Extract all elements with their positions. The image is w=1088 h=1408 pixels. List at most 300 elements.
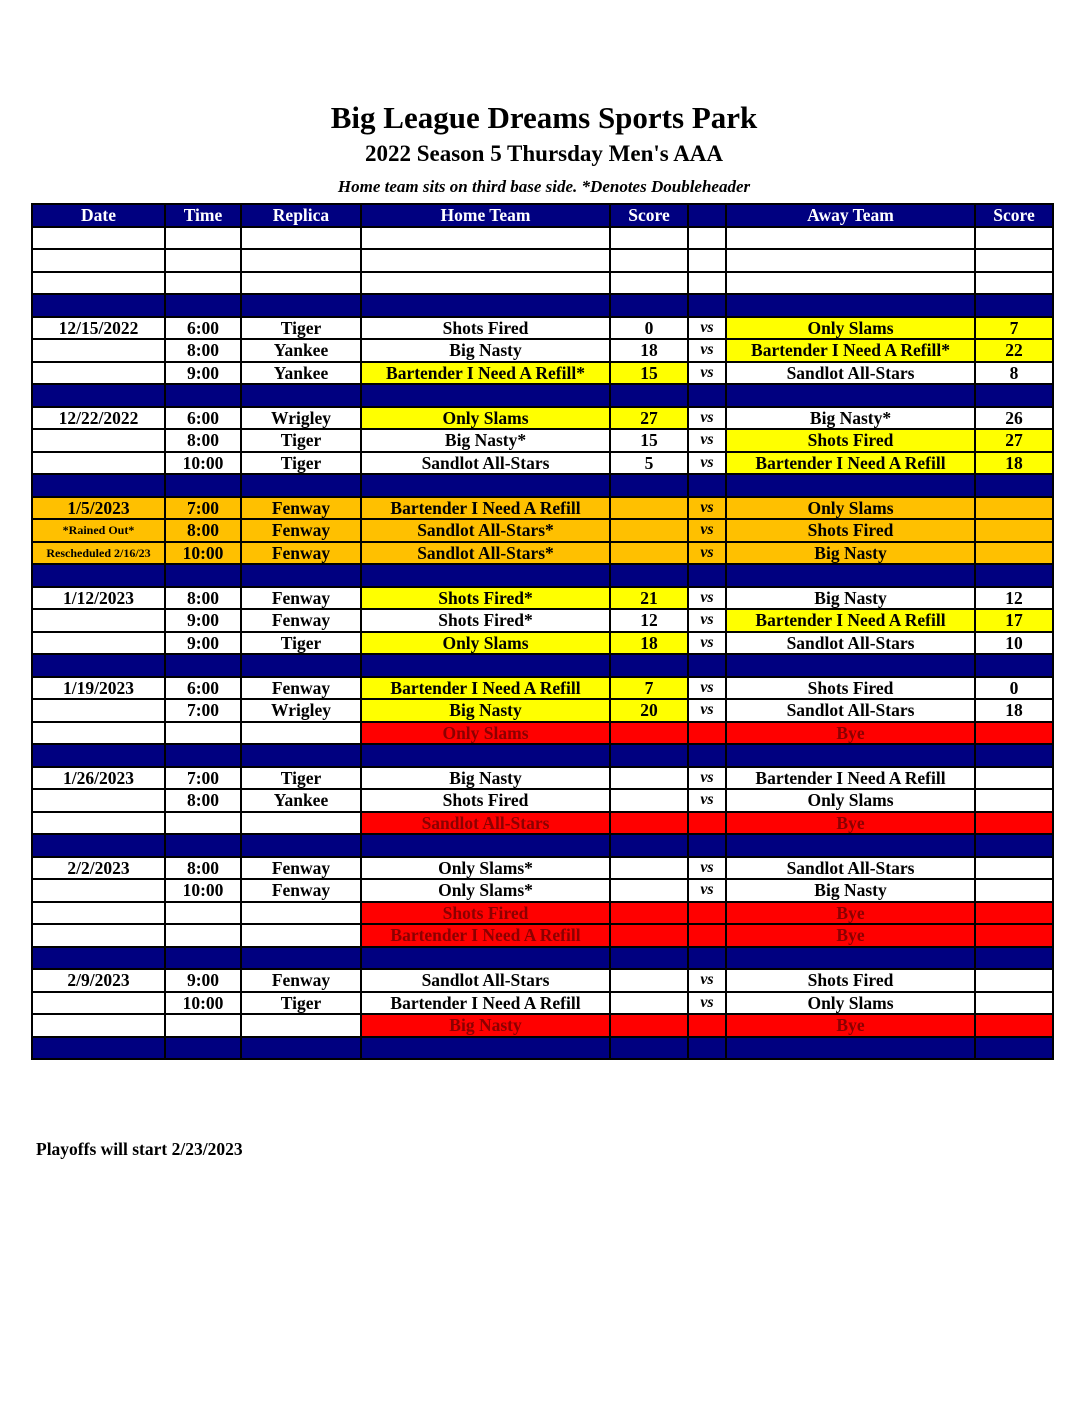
replica-cell: Fenway <box>241 519 361 542</box>
home-team-cell <box>361 227 610 250</box>
game-row <box>32 677 1053 700</box>
replica-cell <box>241 812 361 835</box>
date-cell <box>32 879 165 902</box>
away-team-cell <box>726 384 975 407</box>
date-cell <box>32 722 165 745</box>
time-cell: 8:00 <box>165 857 241 880</box>
date-cell <box>32 789 165 812</box>
vs-cell <box>688 924 726 947</box>
time-cell <box>165 654 241 677</box>
date-cell <box>32 924 165 947</box>
away-score-cell: 18 <box>975 699 1053 722</box>
replica-cell: Tiger <box>241 992 361 1015</box>
replica-cell <box>241 834 361 857</box>
home-team-cell: Big Nasty <box>361 699 610 722</box>
away-score-cell <box>975 969 1053 992</box>
time-cell: 8:00 <box>165 339 241 362</box>
replica-cell: Wrigley <box>241 699 361 722</box>
time-cell <box>165 227 241 250</box>
game-row <box>32 587 1053 610</box>
home-score-cell <box>610 654 688 677</box>
game-row <box>32 902 1053 925</box>
header-home-score: Score <box>610 204 688 227</box>
replica-cell: Tiger <box>241 317 361 340</box>
game-row <box>32 789 1053 812</box>
date-cell <box>32 992 165 1015</box>
date-cell <box>32 834 165 857</box>
replica-cell <box>241 654 361 677</box>
home-team-cell: Only Slams <box>361 722 610 745</box>
home-score-cell: 18 <box>610 632 688 655</box>
replica-cell: Fenway <box>241 969 361 992</box>
date-cell <box>32 564 165 587</box>
time-cell <box>165 294 241 317</box>
time-cell: 8:00 <box>165 429 241 452</box>
away-score-cell <box>975 1037 1053 1060</box>
vs-cell: vs <box>688 857 726 880</box>
playoffs-note: Playoffs will start 2/23/2023 <box>36 1139 243 1159</box>
vs-cell <box>688 834 726 857</box>
away-score-cell: 8 <box>975 362 1053 385</box>
away-score-cell <box>975 542 1053 565</box>
home-team-cell: Shots Fired <box>361 902 610 925</box>
game-row <box>32 924 1053 947</box>
header-date: Date <box>32 204 165 227</box>
away-team-cell: Bartender I Need A Refill* <box>726 339 975 362</box>
time-cell: 6:00 <box>165 317 241 340</box>
home-team-cell: Only Slams* <box>361 879 610 902</box>
away-score-cell: 17 <box>975 609 1053 632</box>
home-team-cell <box>361 384 610 407</box>
game-row <box>32 879 1053 902</box>
replica-cell: Fenway <box>241 587 361 610</box>
away-score-cell <box>975 834 1053 857</box>
week-divider-row <box>32 834 1053 857</box>
blank-row <box>32 249 1053 272</box>
home-team-cell: Bartender I Need A Refill <box>361 992 610 1015</box>
header-away-team: Away Team <box>726 204 975 227</box>
vs-cell: vs <box>688 519 726 542</box>
vs-cell: vs <box>688 677 726 700</box>
date-cell <box>32 1014 165 1037</box>
header-home-team: Home Team <box>361 204 610 227</box>
away-score-cell: 27 <box>975 429 1053 452</box>
away-score-cell <box>975 654 1053 677</box>
away-team-cell: Shots Fired <box>726 519 975 542</box>
vs-cell: vs <box>688 992 726 1015</box>
home-score-cell: 15 <box>610 362 688 385</box>
date-cell: 2/2/2023 <box>32 857 165 880</box>
home-score-cell <box>610 744 688 767</box>
replica-cell <box>241 272 361 295</box>
schedule-note: Home team sits on third base side. *Denotes Doubleheader <box>337 177 751 196</box>
time-cell <box>165 812 241 835</box>
home-team-cell: Bartender I Need A Refill <box>361 497 610 520</box>
home-team-cell: Shots Fired <box>361 317 610 340</box>
home-team-cell <box>361 654 610 677</box>
away-team-cell <box>726 272 975 295</box>
home-team-cell <box>361 272 610 295</box>
away-score-cell: 10 <box>975 632 1053 655</box>
home-score-cell <box>610 722 688 745</box>
replica-cell <box>241 474 361 497</box>
time-cell: 9:00 <box>165 632 241 655</box>
week-divider-row <box>32 654 1053 677</box>
game-row <box>32 497 1053 520</box>
away-team-cell: Only Slams <box>726 992 975 1015</box>
date-cell <box>32 272 165 295</box>
home-team-cell: Sandlot All-Stars <box>361 452 610 475</box>
home-score-cell <box>610 879 688 902</box>
home-team-cell <box>361 744 610 767</box>
replica-cell: Fenway <box>241 542 361 565</box>
home-score-cell: 7 <box>610 677 688 700</box>
home-score-cell: 12 <box>610 609 688 632</box>
away-score-cell <box>975 249 1053 272</box>
date-cell <box>32 699 165 722</box>
home-team-cell <box>361 294 610 317</box>
home-score-cell <box>610 947 688 970</box>
time-cell: 9:00 <box>165 609 241 632</box>
away-score-cell <box>975 789 1053 812</box>
time-cell: 7:00 <box>165 497 241 520</box>
home-team-cell: Big Nasty <box>361 767 610 790</box>
away-score-cell <box>975 879 1053 902</box>
away-team-cell: Big Nasty <box>726 587 975 610</box>
date-cell <box>32 632 165 655</box>
vs-cell: vs <box>688 969 726 992</box>
time-cell <box>165 564 241 587</box>
replica-cell: Fenway <box>241 879 361 902</box>
game-row <box>32 362 1053 385</box>
home-score-cell <box>610 969 688 992</box>
time-cell: 10:00 <box>165 992 241 1015</box>
home-team-cell: Sandlot All-Stars* <box>361 542 610 565</box>
date-cell <box>32 902 165 925</box>
away-score-cell <box>975 812 1053 835</box>
vs-cell <box>688 722 726 745</box>
vs-cell: vs <box>688 362 726 385</box>
date-cell <box>32 452 165 475</box>
away-score-cell <box>975 924 1053 947</box>
home-score-cell: 15 <box>610 429 688 452</box>
week-divider-row <box>32 947 1053 970</box>
away-team-cell: Bartender I Need A Refill <box>726 609 975 632</box>
home-team-cell <box>361 1037 610 1060</box>
time-cell <box>165 384 241 407</box>
home-team-cell: Only Slams <box>361 407 610 430</box>
time-cell <box>165 1037 241 1060</box>
replica-cell <box>241 384 361 407</box>
vs-cell <box>688 294 726 317</box>
home-team-cell: Sandlot All-Stars <box>361 969 610 992</box>
week-divider-row <box>32 294 1053 317</box>
game-row <box>32 767 1053 790</box>
replica-cell: Tiger <box>241 767 361 790</box>
date-cell <box>32 1037 165 1060</box>
home-score-cell <box>610 767 688 790</box>
week-divider-row <box>32 474 1053 497</box>
game-row <box>32 722 1053 745</box>
game-row <box>32 339 1053 362</box>
vs-cell: vs <box>688 879 726 902</box>
vs-cell: vs <box>688 317 726 340</box>
time-cell: 10:00 <box>165 452 241 475</box>
vs-cell <box>688 744 726 767</box>
game-row <box>32 542 1053 565</box>
vs-cell <box>688 902 726 925</box>
away-team-cell: Bartender I Need A Refill <box>726 452 975 475</box>
vs-cell: vs <box>688 339 726 362</box>
replica-cell <box>241 722 361 745</box>
away-team-cell: Shots Fired <box>726 969 975 992</box>
away-score-cell <box>975 857 1053 880</box>
away-team-cell: Bye <box>726 924 975 947</box>
vs-cell <box>688 249 726 272</box>
away-score-cell <box>975 384 1053 407</box>
vs-cell: vs <box>688 429 726 452</box>
week-divider-row <box>32 1037 1053 1060</box>
week-divider-row <box>32 744 1053 767</box>
time-cell: 10:00 <box>165 542 241 565</box>
replica-cell <box>241 924 361 947</box>
date-cell <box>32 227 165 250</box>
away-team-cell <box>726 1037 975 1060</box>
game-row <box>32 429 1053 452</box>
time-cell: 8:00 <box>165 789 241 812</box>
away-team-cell: Sandlot All-Stars <box>726 362 975 385</box>
replica-cell <box>241 1037 361 1060</box>
replica-cell <box>241 294 361 317</box>
game-row <box>32 519 1053 542</box>
replica-cell: Fenway <box>241 677 361 700</box>
away-score-cell <box>975 519 1053 542</box>
header-row <box>32 204 1053 227</box>
home-score-cell <box>610 902 688 925</box>
date-cell <box>32 429 165 452</box>
home-team-cell: Shots Fired* <box>361 587 610 610</box>
page-subtitle: 2022 Season 5 Thursday Men's AAA <box>364 141 724 166</box>
home-team-cell: Shots Fired* <box>361 609 610 632</box>
time-cell <box>165 947 241 970</box>
week-divider-row <box>32 384 1053 407</box>
away-team-cell: Sandlot All-Stars <box>726 857 975 880</box>
home-team-cell: Sandlot All-Stars <box>361 812 610 835</box>
game-row <box>32 452 1053 475</box>
home-score-cell: 21 <box>610 587 688 610</box>
replica-cell <box>241 902 361 925</box>
replica-cell: Wrigley <box>241 407 361 430</box>
date-cell: Rescheduled 2/16/23 <box>32 542 165 565</box>
away-score-cell <box>975 1014 1053 1037</box>
away-team-cell <box>726 744 975 767</box>
home-team-cell: Bartender I Need A Refill <box>361 677 610 700</box>
away-score-cell: 18 <box>975 452 1053 475</box>
game-row <box>32 699 1053 722</box>
time-cell: 9:00 <box>165 362 241 385</box>
away-team-cell: Big Nasty <box>726 879 975 902</box>
away-score-cell: 26 <box>975 407 1053 430</box>
away-score-cell <box>975 272 1053 295</box>
away-team-cell: Bye <box>726 902 975 925</box>
away-team-cell: Sandlot All-Stars <box>726 632 975 655</box>
home-score-cell <box>610 227 688 250</box>
vs-cell: vs <box>688 767 726 790</box>
home-score-cell <box>610 519 688 542</box>
away-team-cell <box>726 947 975 970</box>
away-score-cell <box>975 564 1053 587</box>
away-team-cell: Bye <box>726 722 975 745</box>
vs-cell: vs <box>688 407 726 430</box>
away-score-cell <box>975 767 1053 790</box>
vs-cell <box>688 1037 726 1060</box>
time-cell <box>165 902 241 925</box>
home-team-cell: Only Slams <box>361 632 610 655</box>
schedule-body <box>32 227 1053 1060</box>
game-row <box>32 857 1053 880</box>
away-team-cell <box>726 564 975 587</box>
vs-cell: vs <box>688 789 726 812</box>
away-score-cell: 7 <box>975 317 1053 340</box>
home-score-cell: 27 <box>610 407 688 430</box>
time-cell <box>165 272 241 295</box>
game-row <box>32 407 1053 430</box>
home-team-cell <box>361 474 610 497</box>
away-score-cell <box>975 294 1053 317</box>
home-team-cell: Big Nasty <box>361 339 610 362</box>
vs-cell <box>688 474 726 497</box>
game-row <box>32 632 1053 655</box>
date-cell: 12/15/2022 <box>32 317 165 340</box>
away-team-cell: Shots Fired <box>726 677 975 700</box>
time-cell: 8:00 <box>165 587 241 610</box>
date-cell <box>32 744 165 767</box>
vs-cell <box>688 227 726 250</box>
away-team-cell: Only Slams <box>726 789 975 812</box>
date-cell <box>32 609 165 632</box>
away-score-cell <box>975 947 1053 970</box>
date-cell: 1/5/2023 <box>32 497 165 520</box>
replica-cell <box>241 1014 361 1037</box>
replica-cell: Fenway <box>241 497 361 520</box>
game-row <box>32 609 1053 632</box>
home-score-cell <box>610 789 688 812</box>
home-score-cell <box>610 272 688 295</box>
replica-cell <box>241 564 361 587</box>
home-score-cell <box>610 497 688 520</box>
time-cell <box>165 474 241 497</box>
time-cell <box>165 924 241 947</box>
home-score-cell: 20 <box>610 699 688 722</box>
home-score-cell <box>610 474 688 497</box>
time-cell <box>165 722 241 745</box>
home-team-cell: Bartender I Need A Refill* <box>361 362 610 385</box>
away-team-cell <box>726 227 975 250</box>
away-team-cell: Shots Fired <box>726 429 975 452</box>
vs-cell <box>688 384 726 407</box>
time-cell: 6:00 <box>165 407 241 430</box>
away-team-cell <box>726 834 975 857</box>
vs-cell: vs <box>688 699 726 722</box>
replica-cell <box>241 947 361 970</box>
header-time: Time <box>165 204 241 227</box>
replica-cell: Yankee <box>241 789 361 812</box>
replica-cell: Yankee <box>241 339 361 362</box>
away-team-cell: Bye <box>726 1014 975 1037</box>
vs-cell: vs <box>688 452 726 475</box>
home-score-cell <box>610 924 688 947</box>
away-team-cell: Big Nasty <box>726 542 975 565</box>
date-cell <box>32 474 165 497</box>
away-team-cell <box>726 249 975 272</box>
home-score-cell <box>610 812 688 835</box>
away-score-cell: 0 <box>975 677 1053 700</box>
vs-cell: vs <box>688 497 726 520</box>
vs-cell: vs <box>688 542 726 565</box>
home-score-cell <box>610 384 688 407</box>
replica-cell: Tiger <box>241 452 361 475</box>
replica-cell: Fenway <box>241 857 361 880</box>
home-team-cell: Only Slams* <box>361 857 610 880</box>
away-team-cell: Bye <box>726 812 975 835</box>
away-team-cell: Only Slams <box>726 497 975 520</box>
time-cell: 9:00 <box>165 969 241 992</box>
replica-cell <box>241 744 361 767</box>
date-cell: 1/26/2023 <box>32 767 165 790</box>
game-row <box>32 317 1053 340</box>
game-row <box>32 812 1053 835</box>
date-cell <box>32 654 165 677</box>
home-team-cell: Big Nasty* <box>361 429 610 452</box>
time-cell: 8:00 <box>165 519 241 542</box>
home-score-cell: 0 <box>610 317 688 340</box>
away-score-cell <box>975 744 1053 767</box>
away-score-cell <box>975 474 1053 497</box>
header-away-score: Score <box>975 204 1053 227</box>
home-score-cell <box>610 1014 688 1037</box>
time-cell: 7:00 <box>165 767 241 790</box>
home-team-cell <box>361 564 610 587</box>
away-team-cell: Only Slams <box>726 317 975 340</box>
home-team-cell <box>361 249 610 272</box>
vs-cell <box>688 654 726 677</box>
date-cell <box>32 249 165 272</box>
header-vs <box>688 204 726 227</box>
home-team-cell: Sandlot All-Stars* <box>361 519 610 542</box>
date-cell: *Rained Out* <box>32 519 165 542</box>
away-score-cell <box>975 722 1053 745</box>
home-team-cell <box>361 834 610 857</box>
time-cell <box>165 834 241 857</box>
home-score-cell <box>610 564 688 587</box>
away-team-cell: Big Nasty* <box>726 407 975 430</box>
vs-cell <box>688 947 726 970</box>
replica-cell: Tiger <box>241 429 361 452</box>
home-score-cell <box>610 857 688 880</box>
time-cell: 6:00 <box>165 677 241 700</box>
home-score-cell <box>610 249 688 272</box>
time-cell: 7:00 <box>165 699 241 722</box>
vs-cell: vs <box>688 609 726 632</box>
blank-row <box>32 272 1053 295</box>
home-score-cell <box>610 992 688 1015</box>
date-cell: 12/22/2022 <box>32 407 165 430</box>
time-cell: 10:00 <box>165 879 241 902</box>
home-team-cell <box>361 947 610 970</box>
replica-cell: Fenway <box>241 609 361 632</box>
away-team-cell <box>726 294 975 317</box>
away-score-cell <box>975 902 1053 925</box>
